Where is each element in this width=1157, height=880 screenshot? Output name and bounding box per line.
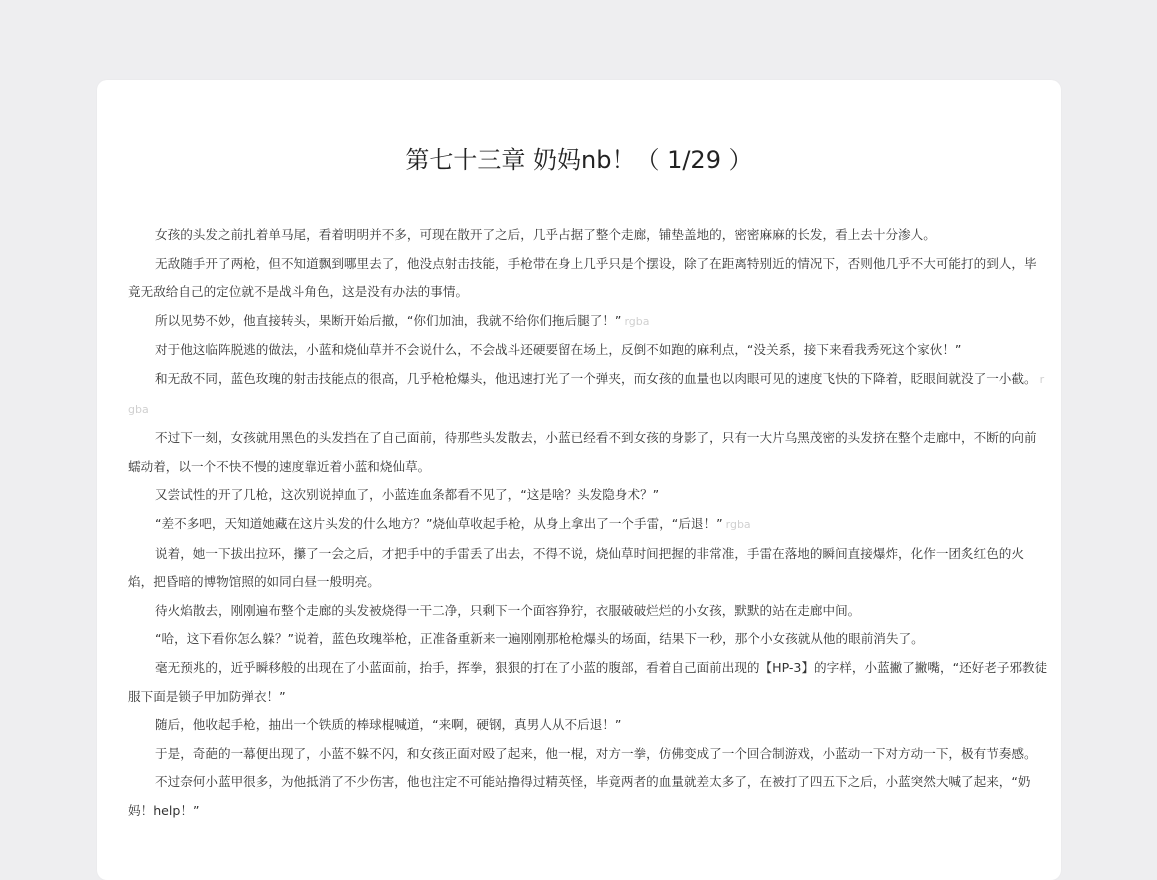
chapter-card [97, 80, 1061, 880]
paragraph-text: 于是，奇葩的一幕便出现了，小蓝不躲不闪，和女孩正面对殴了起来，他一棍，对方一拳，仿佛变成了一个回合制游戏，小蓝动一下对方动一下，极有节奏感。 [155, 745, 1037, 761]
paragraph [128, 740, 1048, 769]
paragraph-text: 对于他这临阵脱逃的做法，小蓝和烧仙草并不会说什么，不会战斗还硬要留在场上，反倒不如跑的麻利点，“没关系，接下来看我秀死这个家伙！” [155, 342, 962, 358]
paragraph-text: 说着，她一下拔出拉环，攥了一会之后，才把手中的手雷丢了出去，不得不说，烧仙草时间把握的非常准，手雷在落地的瞬间直接爆炸，化作一团炙红色的火焰，把昏暗的博物馆照的如同白昼一般明亮。 [128, 545, 1024, 590]
paragraph [128, 336, 1048, 365]
paragraph [128, 307, 1048, 337]
paragraph-text: 待火焰散去，刚刚遍布整个走廊的头发被烧得一干二净，只剩下一个面容狰狞，衣服破破烂烂的小女孩，默默的站在走廊中间。 [155, 602, 861, 618]
paragraph [128, 221, 1048, 250]
paragraph [128, 711, 1048, 740]
paragraph-text: 随后，他收起手枪，抽出一个铁质的棒球棍喊道，“来啊，硬钢，真男人从不后退！” [155, 717, 622, 733]
paragraph-text: “哈，这下看你怎么躲？”说着，蓝色玫瑰举枪，正准备重新来一遍刚刚那枪枪爆头的场面，结果下一秒，那个小女孩就从他的眼前消失了。 [155, 631, 924, 647]
paragraph [128, 597, 1048, 626]
paragraph-text: 又尝试性的开了几枪，这次别说掉血了，小蓝连血条都看不见了，“这是啥？头发隐身术？” [155, 487, 660, 503]
paragraph [128, 625, 1048, 654]
paragraph-text: “差不多吧，天知道她藏在这片头发的什么地方？”烧仙草收起手枪，从身上拿出了一个手雷，“后退！” [155, 515, 723, 531]
paragraph [128, 250, 1048, 307]
paragraph [128, 481, 1048, 510]
paragraph-text: 女孩的头发之前扎着单马尾，看着明明并不多，可现在散开了之后，几乎占据了整个走廊，铺垫盖地的，密密麻麻的长发，看上去十分渗人。 [155, 227, 936, 242]
chapter-title: 第七十三章 奶妈nb！（ 1/29 ） [405, 146, 753, 174]
watermark-text: rgba [725, 517, 751, 531]
paragraph-text: 不过下一刻，女孩就用黑色的头发挡在了自己面前，待那些头发散去，小蓝已经看不到女孩的身影了，只有一大片乌黑茂密的头发挤在整个走廊中，不断的向前蠕动着，以一个不快不慢的速度靠近着小蓝和烧仙草。 [128, 430, 1037, 474]
paragraph [128, 365, 1048, 424]
paragraph-text: 无敌随手开了两枪，但不知道飘到哪里去了，他没点射击技能，手枪带在身上几乎只是个摆设，除了在距离特别近的情况下，否则他几乎不大可能打的到人，毕竟无敌给自己的定位就不是战斗角色，这是没有办法的事情。 [128, 255, 1037, 300]
paragraph-text: 不过奈何小蓝甲很多，为他抵消了不少伤害，他也注定不可能站撸得过精英怪，毕竟两者的血量就差太多了，在被打了四五下之后，小蓝突然大喊了起来，“奶妈！help！” [128, 774, 1031, 818]
paragraph [128, 768, 1048, 825]
paragraph [128, 654, 1048, 711]
watermark-text: rgba [128, 372, 1045, 416]
paragraph-text: 和无敌不同，蓝色玫瑰的射击技能点的很高，几乎枪枪爆头，他迅速打光了一个弹夹，而女孩的血量也以肉眼可见的速度飞快的下降着，眨眼间就没了一小截。 [155, 370, 1037, 386]
paragraph-text: 毫无预兆的，近乎瞬移般的出现在了小蓝面前，抬手，挥拳，狠狠的打在了小蓝的腹部，看着自己面前出现的【HP-3】的字样，小蓝撇了撇嘴，“还好老子邪教徒服下面是锁子甲加防弹衣！” [128, 659, 1048, 704]
paragraph [128, 424, 1048, 481]
paragraph-text: 所以见势不妙，他直接转头，果断开始后撤，“你们加油，我就不给你们拖后腿了！” [155, 312, 622, 328]
paragraph [128, 510, 1048, 540]
paragraph [128, 540, 1048, 597]
watermark-text: rgba [624, 314, 650, 328]
chapter-content [128, 221, 1048, 825]
